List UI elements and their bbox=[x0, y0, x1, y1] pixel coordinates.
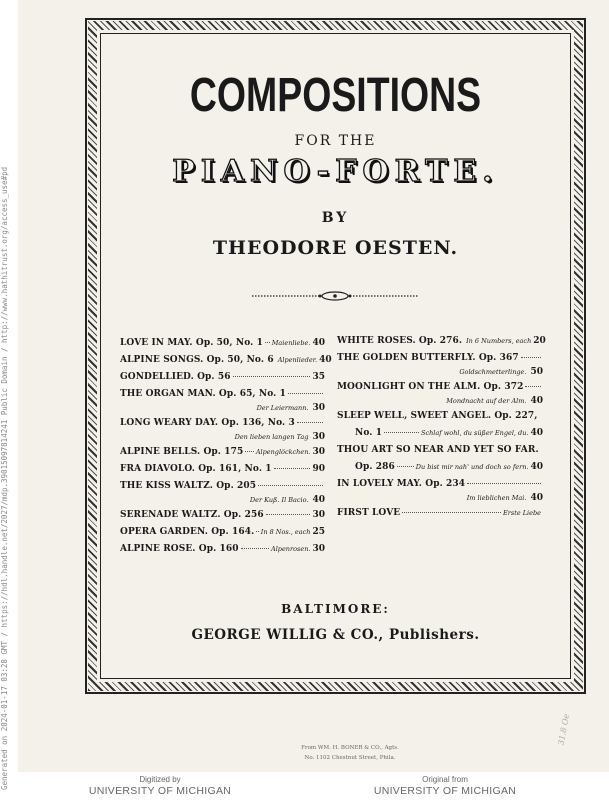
for-the-text: FOR THE bbox=[294, 133, 377, 149]
work-entry bbox=[337, 411, 543, 425]
work-price: 40 bbox=[530, 428, 543, 438]
stamp-line-2: No. 1102 Chestnut Street, Phila. bbox=[304, 755, 396, 761]
work-german-title: Im lieblichen Mai. bbox=[466, 494, 527, 502]
work-title: THE KISS WALTZ. Op. 205 bbox=[120, 481, 257, 491]
work-title: FRA DIAVOLO. Op. 161, No. 1 bbox=[120, 464, 272, 474]
work-german-title: Alpenglöckchen. bbox=[255, 448, 311, 456]
work-entry bbox=[337, 382, 543, 396]
work-title: THE GOLDEN BUTTERFLY. Op. 367 bbox=[337, 353, 519, 363]
work-german-title: Schlaf wohl, du süßer Engel, du. bbox=[421, 429, 529, 437]
work-price: 40 bbox=[530, 462, 543, 472]
work-price: 20 bbox=[533, 336, 546, 346]
work-entry bbox=[120, 464, 325, 478]
work-german-title: Du bist mir nah' und doch so fern. bbox=[415, 463, 529, 471]
work-entry bbox=[337, 353, 543, 367]
pencil-note: 31.8 Oe bbox=[556, 713, 572, 746]
work-german-title: In 6 Numbers, each bbox=[466, 337, 532, 345]
work-german-title: Alpenrosen. bbox=[271, 545, 311, 553]
work-price: 30 bbox=[312, 544, 325, 554]
work-title: No. 1 bbox=[355, 428, 383, 438]
work-price: 40 bbox=[530, 493, 543, 503]
work-german-title: Den lieben langen Tag bbox=[234, 433, 309, 441]
work-entry bbox=[337, 508, 543, 522]
work-price: 90 bbox=[312, 464, 325, 474]
work-title: GONDELLIED. Op. 56 bbox=[120, 372, 231, 382]
works-list-right bbox=[337, 336, 546, 525]
work-entry bbox=[337, 445, 543, 459]
work-price: 30 bbox=[312, 403, 325, 413]
work-german-title: Der Kuß. Il Bacio. bbox=[249, 496, 309, 504]
work-price: 40 bbox=[312, 338, 325, 348]
work-title: THOU ART SO NEAR AND YET SO FAR. bbox=[337, 445, 539, 455]
work-title: ALPINE SONGS. Op. 50, No. 6 bbox=[120, 355, 274, 365]
cover-title: COMPOSITIONS bbox=[189, 69, 482, 122]
work-german-title: Erste Liebe bbox=[503, 509, 541, 517]
work-title: IN LOVELY MAY. Op. 234 bbox=[337, 479, 466, 489]
digitized-by-label: Digitized by bbox=[139, 775, 181, 784]
work-entry bbox=[337, 462, 543, 476]
work-price: 40 bbox=[312, 495, 325, 505]
work-entry bbox=[120, 481, 325, 495]
ornament-divider bbox=[250, 290, 420, 302]
work-subtitle-line bbox=[120, 495, 325, 507]
work-price: 30 bbox=[312, 447, 325, 457]
author-name: THEODORE OESTEN. bbox=[212, 237, 459, 259]
work-subtitle-line bbox=[337, 367, 543, 379]
work-german-title: Maienliebe. bbox=[271, 339, 311, 347]
agent-stamp bbox=[240, 743, 460, 763]
work-subtitle-line bbox=[120, 403, 325, 415]
original-from-institution: UNIVERSITY OF MICHIGAN bbox=[373, 785, 517, 797]
work-price: 35 bbox=[312, 372, 325, 382]
work-entry bbox=[120, 418, 325, 432]
work-price: 50 bbox=[530, 367, 543, 377]
work-price: 30 bbox=[312, 510, 325, 520]
publisher-name: GEORGE WILLIG & CO., Publishers. bbox=[191, 627, 480, 643]
original-from-label: Original from bbox=[422, 775, 468, 784]
work-price: 40 bbox=[530, 396, 543, 406]
work-entry bbox=[120, 355, 332, 369]
work-german-title: In 8 Nos., each bbox=[260, 528, 311, 536]
work-entry bbox=[337, 428, 543, 442]
work-entry bbox=[120, 389, 325, 403]
work-price: 25 bbox=[312, 527, 325, 537]
works-list-left bbox=[120, 338, 332, 561]
work-title: ALPINE BELLS. Op. 175 bbox=[120, 447, 244, 457]
publisher-city: BALTIMORE: bbox=[281, 602, 390, 616]
work-entry bbox=[120, 544, 325, 558]
stamp-line-1: From WM. H. BONER & CO., Agts. bbox=[301, 745, 399, 751]
digitized-by bbox=[60, 775, 260, 798]
work-german-title: Mondnacht auf der Alm. bbox=[446, 397, 527, 405]
work-title: LONG WEARY DAY. Op. 136, No. 3 bbox=[120, 418, 295, 428]
work-title: LOVE IN MAY. Op. 50, No. 1 bbox=[120, 338, 263, 348]
work-subtitle-line bbox=[120, 432, 325, 444]
work-entry bbox=[120, 527, 325, 541]
work-title: THE ORGAN MAN. Op. 65, No. 1 bbox=[120, 389, 286, 399]
work-title: SLEEP WELL, SWEET ANGEL. Op. 227, bbox=[337, 411, 538, 421]
work-subtitle-line bbox=[337, 493, 543, 505]
work-title: OPERA GARDEN. Op. 164. bbox=[120, 527, 255, 537]
work-german-title: Goldschmetterlinge. bbox=[459, 368, 527, 376]
digitized-by-institution: UNIVERSITY OF MICHIGAN bbox=[88, 785, 232, 797]
work-price: 40 bbox=[319, 355, 332, 365]
work-entry bbox=[120, 372, 325, 386]
instrument-title: PIANO-FORTE. bbox=[172, 154, 499, 189]
work-title: ALPINE ROSE. Op. 160 bbox=[120, 544, 239, 554]
work-entry bbox=[337, 479, 543, 493]
work-title: MOONLIGHT ON THE ALM. Op. 372 bbox=[337, 382, 524, 392]
work-title: WHITE ROSES. Op. 276. bbox=[337, 336, 463, 346]
work-title: FIRST LOVE bbox=[337, 508, 401, 518]
work-title: Op. 286 bbox=[355, 462, 395, 472]
hathitrust-side-note[interactable]: Generated on 2024-01-17 03:28 GMT / https://hdl.handle.net/2027/mdp.39015097814241 Public Domain / http://www.hathitrust.org/access_use#pd bbox=[0, 166, 9, 790]
work-entry bbox=[120, 338, 325, 352]
work-title: SERENADE WALTZ. Op. 256 bbox=[120, 510, 264, 520]
by-text: BY bbox=[321, 210, 350, 226]
work-entry bbox=[120, 510, 325, 524]
work-subtitle-line bbox=[337, 396, 543, 408]
work-german-title: Der Leiermann. bbox=[256, 404, 309, 412]
work-entry bbox=[120, 447, 325, 461]
work-german-title: Alpenlieder. bbox=[277, 356, 318, 364]
original-from bbox=[345, 775, 545, 798]
work-price: 30 bbox=[312, 432, 325, 442]
work-entry bbox=[337, 336, 546, 350]
